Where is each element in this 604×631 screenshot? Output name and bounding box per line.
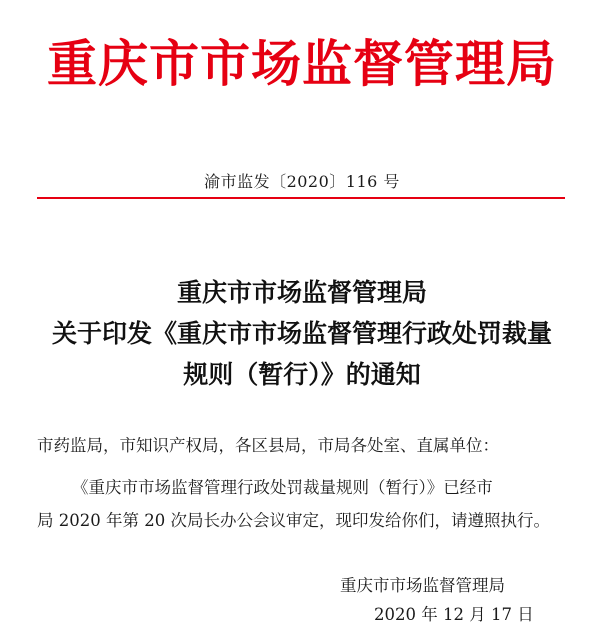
recipients-line: 市药监局，市知识产权局，各区县局，市局各处室、直属单位： (37, 436, 499, 455)
notice-title-line-1: 重庆市市场监督管理局 (176, 278, 427, 307)
notice-title-line-2: 关于印发《重庆市市场监督管理行政处罚裁量 (51, 319, 552, 348)
signature-organization: 重庆市市场监督管理局 (340, 576, 505, 595)
body-line-1: 《重庆市市场监督管理行政处罚裁量规则（暂行）》已经市 (72, 478, 493, 497)
signature-date: 2020 年 12 月 17 日 (374, 605, 534, 624)
red-divider-line (37, 197, 565, 199)
masthead-title: 重庆市市场监督管理局 (47, 35, 557, 93)
body-paragraph (37, 471, 572, 537)
body-line-2: 局 2020 年第 20 次局长办公会议审定，现印发给你们，请遵照执行。 (37, 511, 550, 530)
document-number: 渝市监发〔2020〕116 号 (204, 172, 400, 191)
notice-title (0, 272, 604, 395)
notice-title-line-3: 规则（暂行）》的通知 (183, 360, 421, 389)
